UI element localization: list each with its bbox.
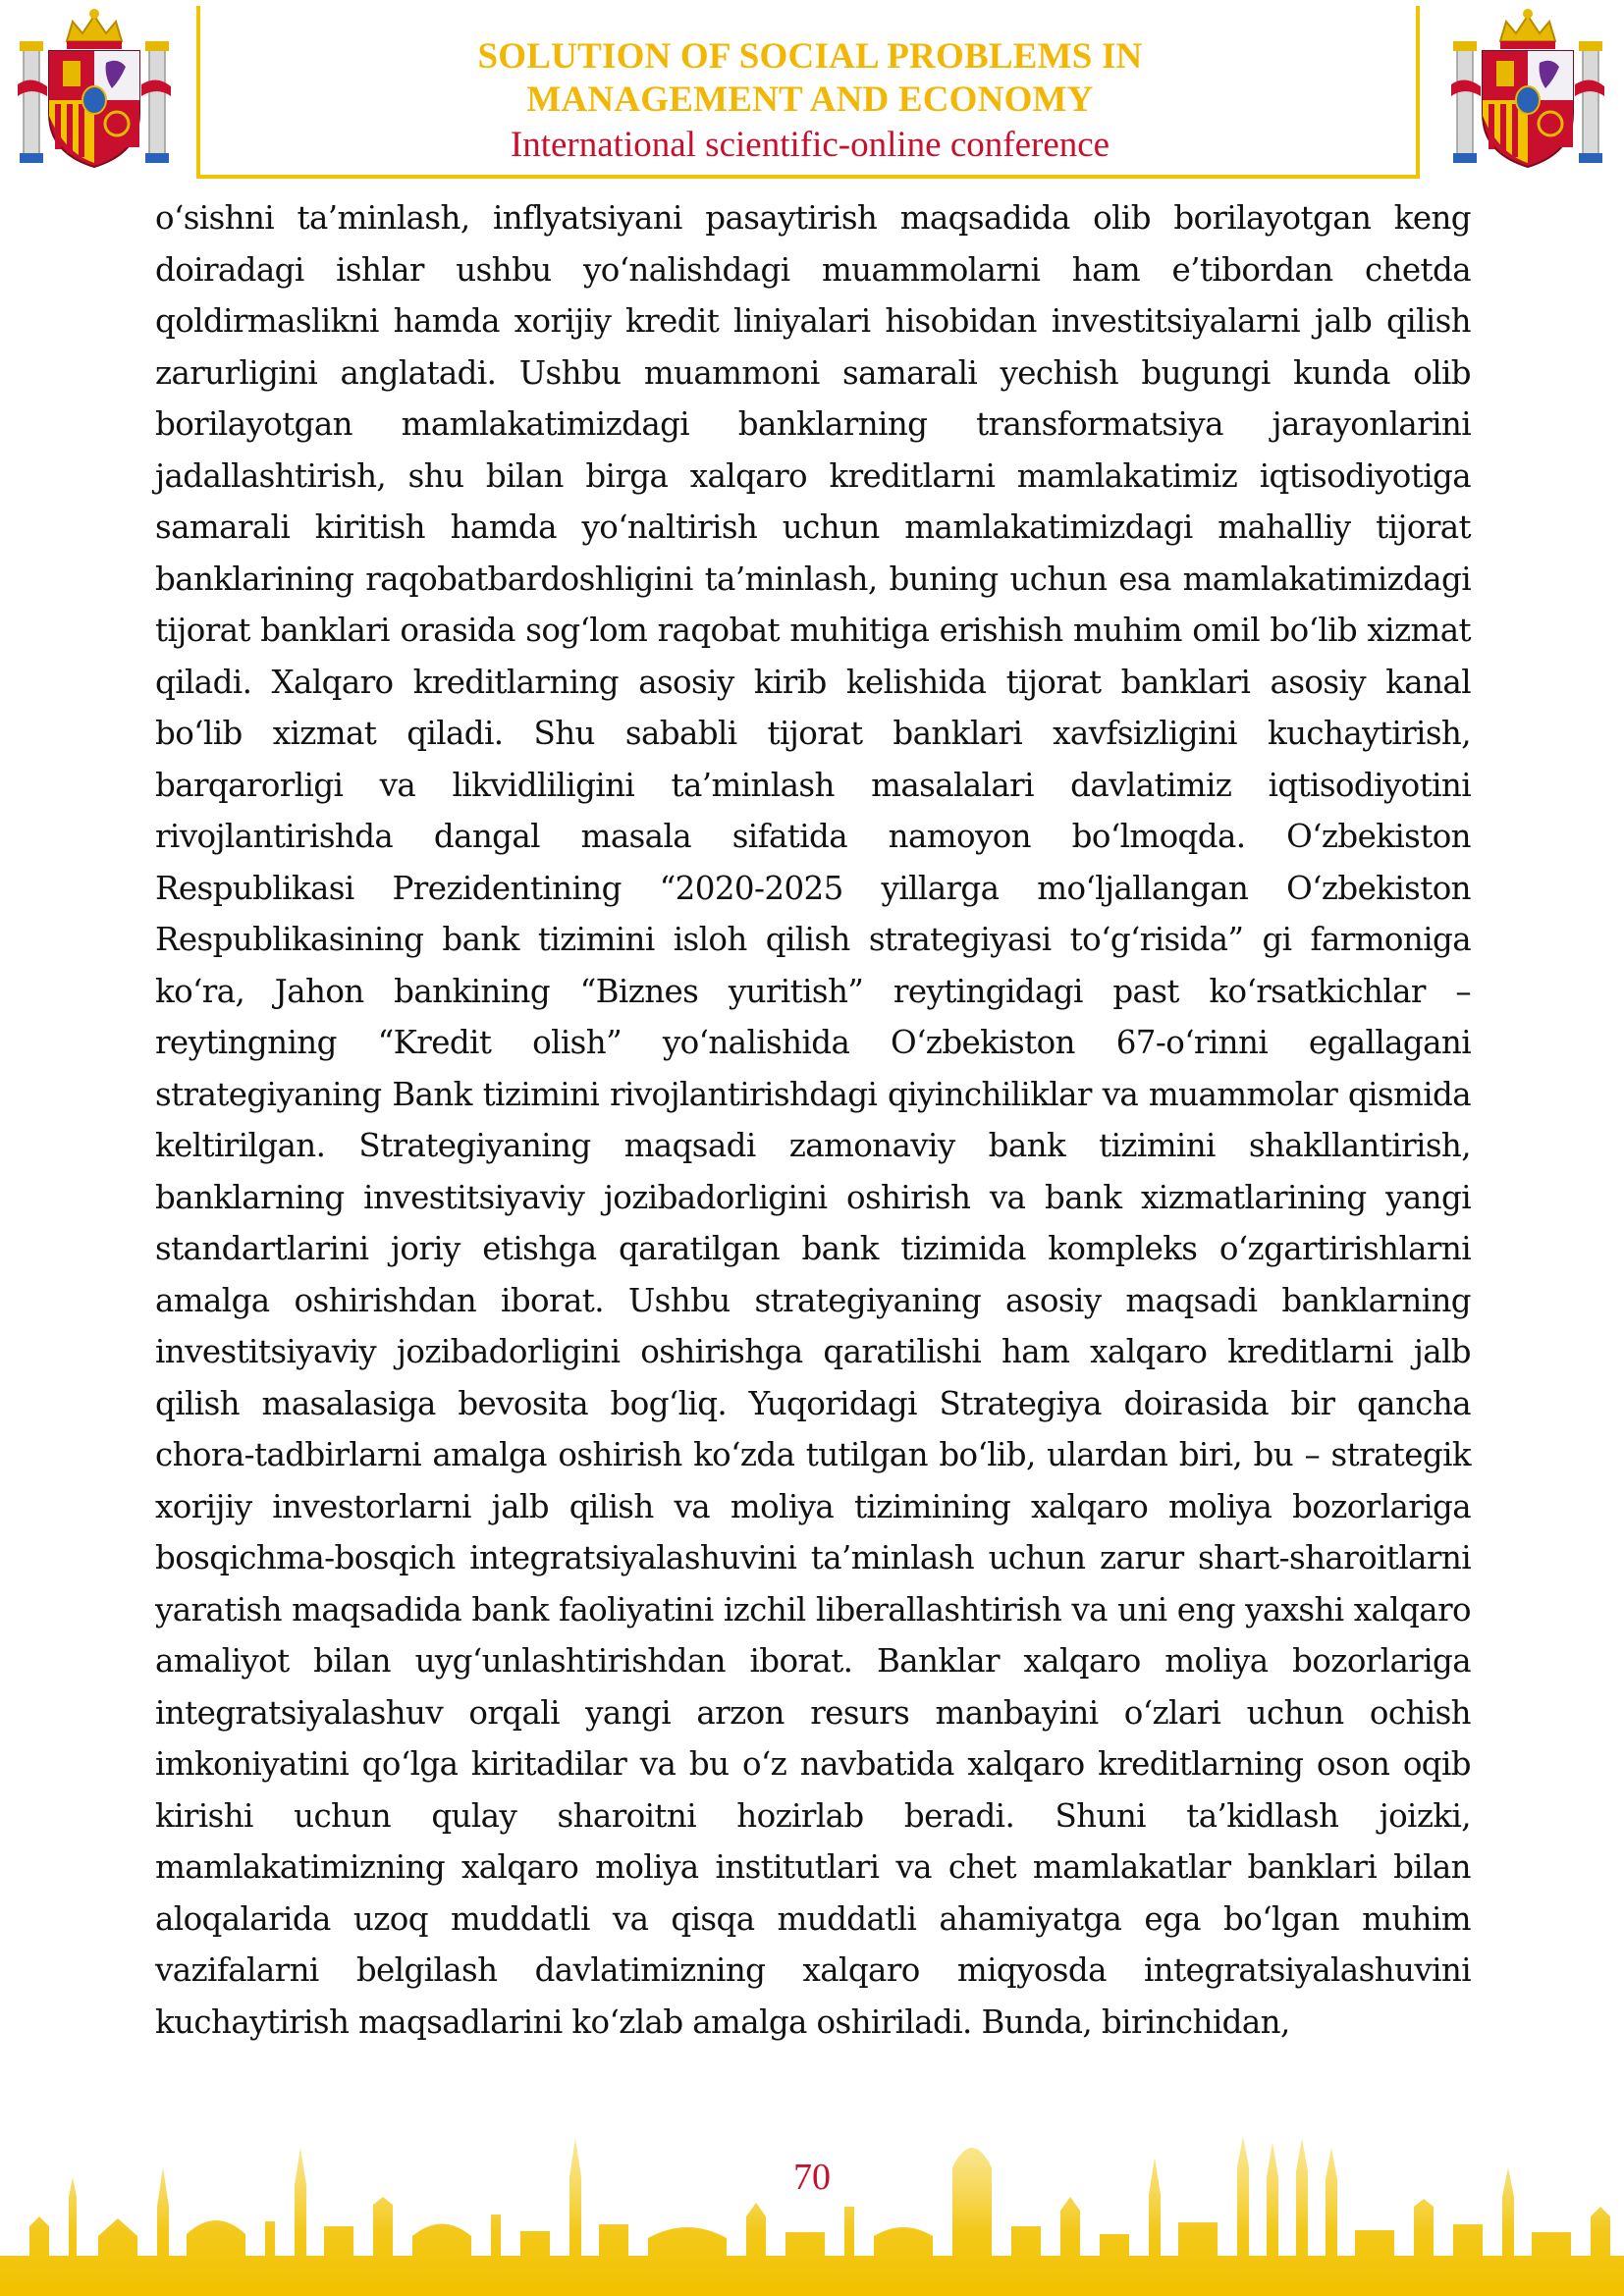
conference-title-line-1: SOLUTION OF SOCIAL PROBLEMS IN: [477, 36, 1143, 77]
conference-title-line-2: MANAGEMENT AND ECONOMY: [526, 80, 1094, 120]
city-skyline-icon: [0, 2109, 1624, 2296]
page-number: 70: [793, 2157, 831, 2198]
body-paragraph: o‘sishni ta’minlash, inflyatsiyani pasaytirish maqsadida olib borilayotgan keng doiradagi ishlar ushbu yo‘nalishdagi muammolarni ham e’tibordan chetda qoldirmaslikni hamda xorijiy kredit liniyalari hisobidan investitsiyalarni jalb qilish zarurligini anglatadi. Ushbu muammoni samarali yechish bugungi kunda olib borilayotgan mamlakatimizdagi banklarning transformatsiya jarayonlarini jadallashtirish, shu bilan birga xalqaro kreditlarni mamlakatimiz iqtisodiyotiga samarali kiritish hamda yo‘naltirish uchun mamlakatimizdagi mahalliy tijorat banklarining raqobatbardoshligini ta’minlash, buning uchun esa mamlakatimizdagi tijorat banklari orasida sog‘lom raqobat muhitiga erishish muhim omil bo‘lib xizmat qiladi. Xalqaro kreditlarning asosiy kirib kelishida tijorat banklari asosiy kanal bo‘lib xizmat qiladi. Shu sababli tijorat banklari xavfsizligini kuchaytirish, barqarorligi va likvidliligini ta’minlash masalalari davlatimiz iqtisodiyotini rivojlantirishda dangal masala sifatida namoyon bo‘lmoqda. O‘zbekiston Respublikasi Prezidentining “2020-2025 yillarga mo‘ljallangan O‘zbekiston Respublikasining bank tizimini isloh qilish strategiyasi to‘g‘risida” gi farmoniga ko‘ra, Jahon bankining “Biznes yuritish” reytingidagi past ko‘rsatkichlar – reytingning “Kredit olish” yo‘nalishida O‘zbekiston 67-o‘rinni egallagani strategiyaning Bank tizimini rivojlantirishdagi qiyinchiliklar va muammolar qismida keltirilgan. Strategiyaning maqsadi zamonaviy bank tizimini shakllantirish, banklarning investitsiyaviy jozibadorligini oshirish va bank xizmatlarining yangi standartlarini joriy etishga qaratilgan bank tizimida kompleks o‘zgartirishlarni amalga oshirishdan iborat. Ushbu strategiyaning asosiy maqsadi banklarning investitsiyaviy jozibadorligini oshirishga qaratilishi ham xalqaro kreditlarni jalb qilish masalasiga bevosita bog‘liq. Yuqoridagi Strategiya doirasida bir qancha chora-tadbirlarni amalga oshirish ko‘zda tutilgan bo‘lib, ulardan biri, bu – strategik xorijiy investorlarni jalb qilish va moliya tizimining xalqaro moliya bozorlariga bosqichma-bosqich integratsiyalashuvini ta’minlash uchun zarur shart-sharoitlarni yaratish maqsadida bank faoliyatini izchil liberallashtirish va uni eng yaxshi xalqaro amaliyot bilan uyg‘unlashtirishdan iborat. Banklar xalqaro moliya bozorlariga integratsiyalashuv orqali yangi arzon resurs manbayini o‘zlari uchun ochish imkoniyatini qo‘lga kiritadilar va bu o‘z navbatida xalqaro kreditlarning oson oqib kirishi uchun qulay sharoitni hozirlab beradi. Shuni ta’kidlash joizki, mamlakatimizning xalqaro moliya institutlari va chet mamlakatlar banklari bilan aloqalarida uzoq muddatli va qisqa muddatli ahamiyatga ega bo‘lgan muhim vazifalarni belgilash davlatimizning xalqaro miqyosda integratsiyalashuvini kuchaytirish maqsadlarini ko‘zlab amalga oshiriladi. Bunda, birinchidan,: [155, 199, 1471, 2041]
conference-title: [206, 35, 1414, 122]
header-underline: [196, 175, 1420, 179]
conference-subtitle: International scientific-online conference: [510, 125, 1110, 165]
spain-coat-of-arms-icon: [1449, 6, 1606, 173]
spain-coat-of-arms-icon: [16, 6, 173, 173]
header-divider-right: [1416, 6, 1420, 179]
header-divider-left: [196, 6, 200, 179]
conference-header: [0, 0, 1624, 187]
